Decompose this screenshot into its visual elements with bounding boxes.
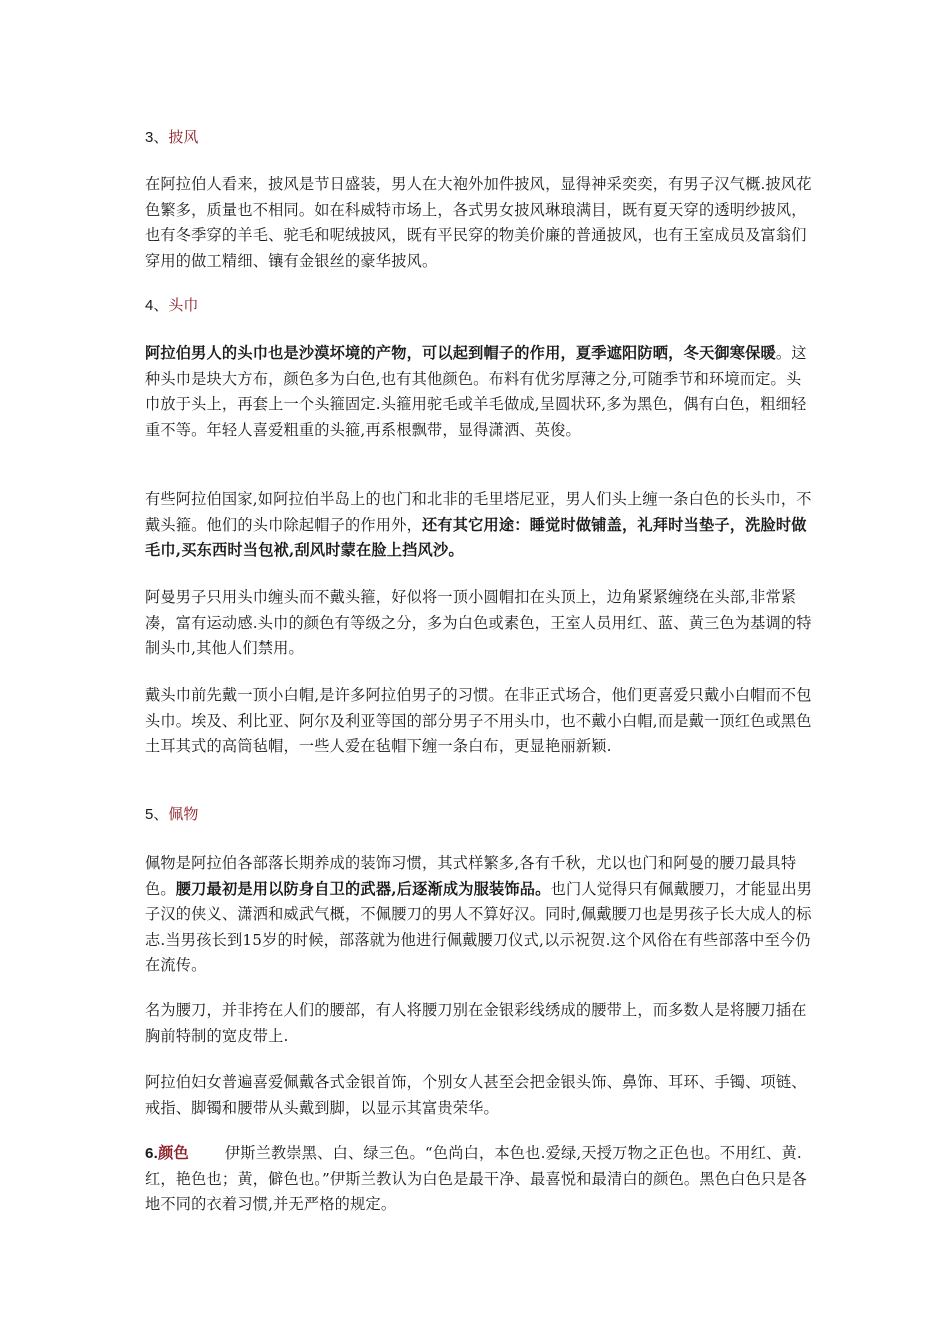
paragraph-oman: 阿曼男子只用头巾缠头而不戴头箍，好似将一顶小圆帽扣在头顶上，边角紧紧缠绕在头部,非常紧凑，富有运动感.头巾的颜色有等级之分，多为白色或素色，王室人员用红、蓝、黄三色为基调的特制头巾,其他人们禁用。 [145,588,812,657]
section-4-heading [145,296,198,316]
body-text: 也门人觉得只有佩戴腰刀，才能显出男子汉的侠义、潇洒和威武气概，不佩腰刀的男人不算好汉。同时,佩戴腰刀也是男孩子长大成人的标志.当男孩长到15岁的时候，部落就为他进行佩戴腰刀仪式,以示祝贺.这个风俗在有些部落中至今仍在流传。 [145,879,813,974]
paragraph-cape: 在阿拉伯人看来，披风是节日盛装，男人在大袍外加件披风，显得神采奕奕，有男子汉气概.披风花色繁多，质量也不相同。如在科威特市场上，各式男女披风琳琅满目，既有夏天穿的透明纱披风，也有冬季穿的羊毛、驼毛和呢绒披风，既有平民穿的物美价廉的普通披风，也有王室成员及富翁们穿用的做工精细、镶有金银丝的豪华披风。 [145,175,812,270]
section-3-heading [145,128,198,148]
body-text: 伊斯兰教崇黑、白、绿三色。“色尚白，本色也.爱绿,天授万物之正色也。不用红、黄.红，艳色也；黄，僻色也。”伊斯兰教认为白色是最干净、最喜悦和最清白的颜色。黑色白色只是各地不同的衣着习惯,并无严格的规定。 [145,1144,808,1213]
section-title: 头巾 [168,297,199,314]
section-number: 5、 [145,806,169,823]
paragraph-long-headscarf [145,487,815,564]
body-text: 有些阿拉伯国家,如阿拉伯半岛上的也门和北非的毛里塔尼亚，男人们头上缠一条白色的长头巾，不戴头箍。他们的头巾除起帽子的作用外， [145,490,812,534]
section-number: 6. [145,1145,159,1162]
paragraph-ornaments [145,851,815,979]
section-title: 披风 [168,129,199,146]
body-text: 佩物是阿拉伯各部落长期养成的装饰习惯，其式样繁多,各有千秋，尤以也门和阿曼的腰刀最具特色。 [145,854,797,898]
body-text: 。这种头巾是块大方布，颜色多为白色,也有其他颜色。布料有优劣厚薄之分,可随季节和环境而定。头巾放于头上，再套上一个头箍固定.头箍用驼毛或羊毛做成,呈圆状环,多为黑色，偶有白色，粗细轻重不等。年轻人喜爱粗重的头箍,再系根飘带，显得潇洒、英俊。 [145,344,807,439]
section-title: 颜色 [158,1144,189,1162]
section-5-heading [145,805,198,825]
bold-text: 腰刀最初是用以防身自卫的武器,后逐渐成为服装饰品。 [175,879,551,898]
paragraph-white-cap: 戴头巾前先戴一顶小白帽,是许多阿拉伯男子的习惯。在非正式场合，他们更喜爱只戴小白帽而不包头巾。埃及、利比亚、阿尔及利亚等国的部分男子不用头巾，也不戴小白帽,而是戴一顶红色或黑色土耳其式的高筒毡帽，一些人爱在毡帽下缠一条白布，更显艳丽新颖. [145,686,812,755]
section-6-paragraph [145,1141,815,1218]
bold-text: 阿拉伯男人的头巾也是沙漠坏境的产物，可以起到帽子的作用，夏季遮阳防晒，冬天御寒保暖 [145,344,776,362]
paragraph-waist-knife: 名为腰刀，并非挎在人们的腰部，有人将腰刀别在金银彩线绣成的腰带上，而多数人是将腰刀插在胸前特制的宽皮带上. [145,1001,807,1045]
paragraph-headscarf [145,341,815,443]
section-number: 4、 [145,297,169,314]
section-title: 佩物 [168,806,199,823]
paragraph-jewelry: 阿拉伯妇女普遍喜爱佩戴各式金银首饰，个别女人甚至会把金银头饰、鼻饰、耳环、手镯、项链、戒指、脚镯和腰带从头戴到脚，以显示其富贵荣华。 [145,1073,807,1117]
bold-text: 还有其它用途：睡觉时做铺盖，礼拜时当垫子，洗脸时做毛巾,买东西时当包袱,刮风时蒙在脸上挡风沙。 [145,515,807,559]
section-number: 3、 [145,129,169,146]
